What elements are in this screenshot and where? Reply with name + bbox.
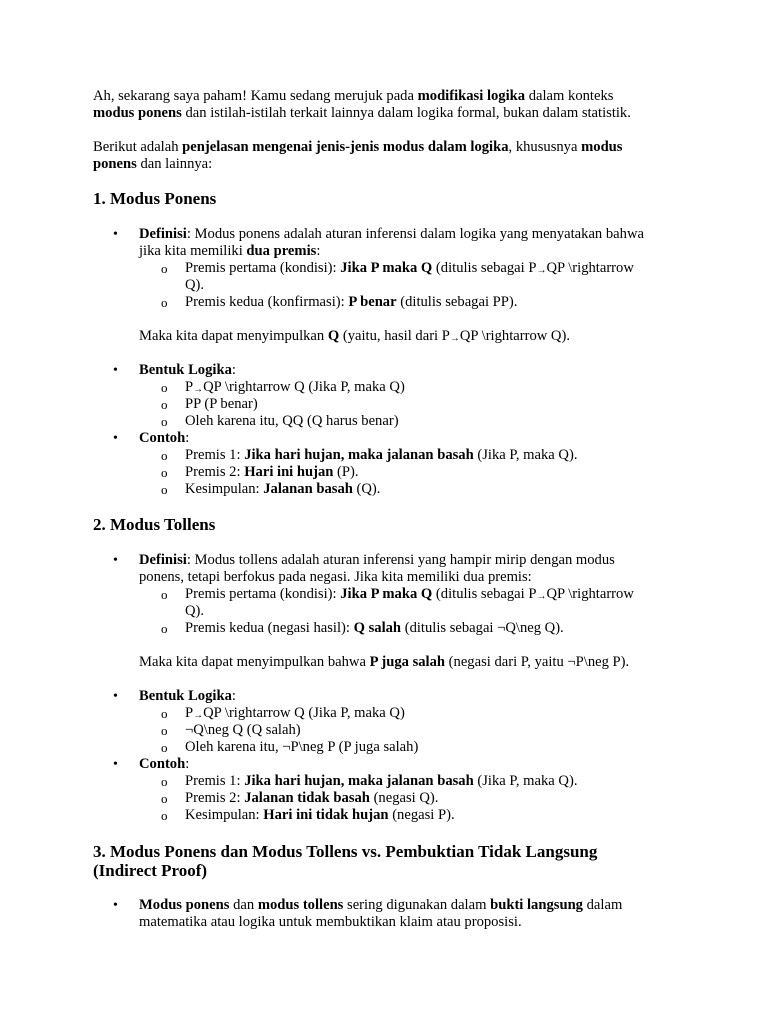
s2-contoh: [139, 756, 189, 773]
sub-bullet-icon: o: [161, 706, 168, 721]
sub-bullet-icon: o: [161, 621, 168, 636]
sub-bullet-icon: o: [161, 482, 168, 497]
bullet-icon: •: [113, 227, 118, 242]
text: (negasi Q).: [369, 790, 439, 806]
sub-bullet-icon: o: [161, 397, 168, 412]
text: QP \rightarrow: [546, 586, 634, 602]
text: :: [185, 430, 190, 446]
s2-definition-line-2: ponens, tetapi berfokus pada negasi. Jika kita memiliki dua premis:: [139, 569, 532, 585]
bullet-icon: •: [113, 363, 118, 378]
s1-example-3: [185, 481, 380, 498]
bold-text: Bentuk Logika: [139, 362, 232, 378]
s2-premise-2: [185, 620, 564, 637]
sub-bullet-icon: o: [161, 414, 168, 429]
text: (Jika P, maka Q).: [473, 447, 578, 463]
text: :: [316, 243, 321, 259]
bold-text: Jika P maka Q: [340, 586, 433, 602]
text: QP \rightarrow Q (Jika P, maka Q): [203, 705, 405, 721]
bold-text: Jika hari hujan, maka jalanan basah: [244, 773, 474, 789]
text: QP \rightarrow Q (Jika P, maka Q): [203, 379, 405, 395]
text: (ditulis sebagai PP).: [396, 294, 518, 310]
text: dan istilah-istilah terkait lainnya dalam logika formal, bukan dalam statistik.: [181, 105, 631, 121]
text: Berikut adalah: [93, 139, 183, 155]
arrow-icon: →: [449, 333, 460, 344]
s1-example-1: [185, 447, 577, 464]
text: Premis pertama (kondisi):: [185, 586, 341, 602]
arrow-icon: →: [193, 710, 204, 721]
bullet-icon: •: [113, 553, 118, 568]
text: (ditulis sebagai P: [432, 586, 537, 602]
sub-bullet-icon: o: [161, 791, 168, 806]
arrow-icon: →: [193, 384, 204, 395]
text: dan: [229, 897, 258, 913]
s1-premise-1-line-2: Q).: [185, 277, 205, 293]
bold-text: Jika P maka Q: [340, 260, 433, 276]
bold-text: dua premis: [246, 243, 317, 259]
sub-bullet-icon: o: [161, 808, 168, 823]
s2-premise-1-line-2: Q).: [185, 603, 205, 619]
arrow-icon: →: [536, 265, 547, 276]
text: P: [185, 379, 194, 395]
bold-text: modus ponens: [93, 105, 182, 121]
text: Kesimpulan:: [185, 807, 264, 823]
sub-bullet-icon: o: [161, 380, 168, 395]
bold-text: Hari ini tidak hujan: [263, 807, 389, 823]
section-3-heading-line-1: 3. Modus Ponens dan Modus Tollens vs. Pembuktian Tidak Langsung: [93, 842, 598, 861]
sub-bullet-icon: o: [161, 587, 168, 602]
s1-definition-line-1: [139, 226, 644, 243]
s2-example-2: [185, 790, 438, 807]
text: Premis kedua (negasi hasil):: [185, 620, 354, 636]
text: (ditulis sebagai P: [432, 260, 537, 276]
s1-conclusion: [139, 328, 570, 346]
bullet-icon: •: [113, 431, 118, 446]
s1-logic-form-1: [185, 379, 405, 397]
bold-text: Modus ponens: [139, 897, 230, 913]
section-3-heading-line-2: (Indirect Proof): [93, 861, 208, 880]
sub-bullet-icon: o: [161, 261, 168, 276]
arrow-icon: →: [536, 591, 547, 602]
text: (negasi dari P, yaitu ¬P\neg P).: [445, 654, 630, 670]
sub-bullet-icon: o: [161, 295, 168, 310]
section-2-heading: 2. Modus Tollens: [93, 515, 216, 534]
bold-text: penjelasan mengenai jenis-jenis modus dalam logika: [182, 139, 509, 155]
text: (ditulis sebagai ¬Q\neg Q).: [401, 620, 564, 636]
text: :: [231, 688, 236, 704]
text: Premis 2:: [185, 464, 245, 480]
s1-premise-2: [185, 294, 517, 311]
text: , khususnya: [508, 139, 582, 155]
text: Premis 1:: [185, 773, 245, 789]
text: :: [231, 362, 236, 378]
text: Premis kedua (konfirmasi):: [185, 294, 349, 310]
bold-text: Jalanan tidak basah: [244, 790, 370, 806]
bold-text: ponens: [93, 156, 137, 172]
bold-text: Contoh: [139, 430, 186, 446]
sub-bullet-icon: o: [161, 465, 168, 480]
bold-text: P juga salah: [369, 654, 446, 670]
s1-definition-line-2: [139, 243, 320, 260]
bold-text: Definisi: [139, 226, 187, 242]
bold-text: Q: [327, 328, 340, 344]
bold-text: bukti langsung: [490, 897, 583, 913]
sub-bullet-icon: o: [161, 723, 168, 738]
text: (P).: [333, 464, 359, 480]
text: Maka kita dapat menyimpulkan bahwa: [139, 654, 370, 670]
bold-text: modus: [581, 139, 623, 155]
sub-bullet-icon: o: [161, 740, 168, 755]
text: P: [185, 705, 194, 721]
text: Ah, sekarang saya paham! Kamu sedang merujuk pada: [93, 88, 418, 104]
s2-premise-1-line-1: [185, 586, 634, 604]
bold-text: Jalanan basah: [263, 481, 353, 497]
text: (Q).: [352, 481, 381, 497]
sub-bullet-icon: o: [161, 774, 168, 789]
text: (negasi P).: [388, 807, 455, 823]
intro-paragraph-2-line-2: [93, 156, 693, 173]
s2-definition-line-1: [139, 552, 615, 569]
text: QP \rightarrow Q).: [459, 328, 570, 344]
s2-example-3: [185, 807, 455, 824]
text: dalam: [582, 897, 623, 913]
text: Maka kita dapat menyimpulkan: [139, 328, 328, 344]
s1-contoh: [139, 430, 189, 447]
text: : Modus ponens adalah aturan inferensi dalam logika yang menyatakan bahwa: [186, 226, 644, 242]
section-1-heading: 1. Modus Ponens: [93, 189, 217, 208]
s3-bullet-line-1: [139, 897, 622, 914]
text: Kesimpulan:: [185, 481, 264, 497]
bold-text: modifikasi logika: [417, 88, 526, 104]
bullet-icon: •: [113, 898, 118, 913]
s1-logic-form-3: Oleh karena itu, QQ (Q harus benar): [185, 413, 399, 429]
bold-text: P benar: [348, 294, 397, 310]
s1-premise-1-line-1: [185, 260, 634, 278]
bold-text: modus tollens: [257, 897, 344, 913]
text: sering digunakan dalam: [343, 897, 491, 913]
s2-logic-form-3: Oleh karena itu, ¬P\neg P (P juga salah): [185, 739, 419, 755]
bold-text: Hari ini hujan: [244, 464, 334, 480]
s2-conclusion: [139, 654, 629, 671]
bold-text: Jika hari hujan, maka jalanan basah: [244, 447, 474, 463]
s2-example-1: [185, 773, 577, 790]
bold-text: Bentuk Logika: [139, 688, 232, 704]
s3-bullet-line-2: matematika atau logika untuk membuktikan klaim atau proposisi.: [139, 914, 522, 930]
text: Premis 2:: [185, 790, 245, 806]
bullet-icon: •: [113, 757, 118, 772]
bullet-icon: •: [113, 689, 118, 704]
text: (Jika P, maka Q).: [473, 773, 578, 789]
intro-paragraph-1-line-2: [93, 105, 693, 122]
text: : Modus tollens adalah aturan inferensi yang hampir mirip dengan modus: [186, 552, 615, 568]
s1-bentuk-logika: [139, 362, 236, 379]
s1-example-2: [185, 464, 359, 481]
s1-logic-form-2: PP (P benar): [185, 396, 258, 412]
sub-bullet-icon: o: [161, 448, 168, 463]
s2-logic-form-1: [185, 705, 405, 723]
text: Premis 1:: [185, 447, 245, 463]
bold-text: Contoh: [139, 756, 186, 772]
intro-paragraph-2-line-1: [93, 139, 693, 156]
bold-text: Definisi: [139, 552, 187, 568]
bold-text: Q salah: [353, 620, 402, 636]
text: dan lainnya:: [136, 156, 213, 172]
intro-paragraph-1-line-1: [93, 88, 693, 105]
s2-bentuk-logika: [139, 688, 236, 705]
text: (yaitu, hasil dari P: [339, 328, 450, 344]
text: Premis pertama (kondisi):: [185, 260, 341, 276]
text: dalam konteks: [525, 88, 614, 104]
text: :: [185, 756, 190, 772]
text: jika kita memiliki: [139, 243, 247, 259]
s2-logic-form-2: ¬Q\neg Q (Q salah): [185, 722, 301, 738]
text: QP \rightarrow: [546, 260, 634, 276]
